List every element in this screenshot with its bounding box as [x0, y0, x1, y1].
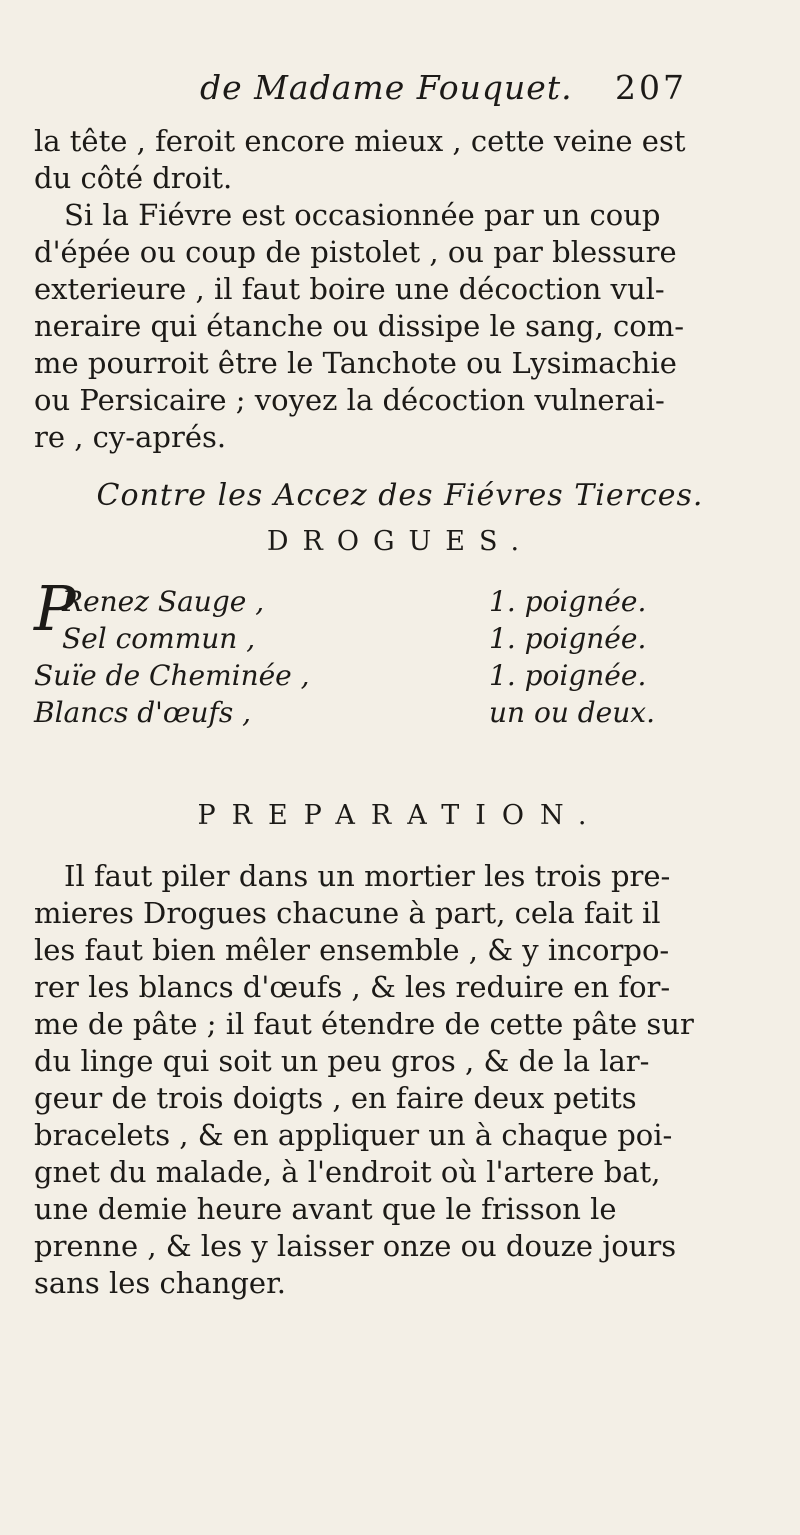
text-line: geur de trois doigts , en faire deux petits — [34, 1081, 637, 1115]
text-line: me de pâte ; il faut étendre de cette pâte sur — [34, 1007, 694, 1041]
text-line: gnet du malade, à l'endroit où l'artere bat, — [34, 1155, 661, 1189]
page-number: 207 — [615, 68, 687, 107]
text-line: re , cy-aprés. — [34, 420, 227, 454]
text-line: ou Persicaire ; voyez la décoction vulnerai- — [34, 383, 665, 417]
ingredient-quantity: un ou deux. — [489, 696, 655, 729]
ingredient-row — [34, 622, 739, 659]
ingredient-list — [34, 585, 739, 733]
text-line: rer les blancs d'œufs , & les reduire en for- — [34, 970, 671, 1004]
text-line: sans les changer. — [34, 1266, 286, 1300]
ingredient-name: Renez Sauge , — [62, 585, 265, 618]
text-line: me pourroit être le Tanchote ou Lysimachie — [34, 346, 677, 380]
text-line: les faut bien mêler ensemble , & y incorpo- — [34, 933, 670, 967]
ingredient-name: Sel commun , — [62, 622, 256, 655]
page-header — [0, 68, 800, 112]
text-line: bracelets , & en appliquer un à chaque poi- — [34, 1118, 673, 1152]
ingredient-row — [34, 585, 739, 622]
text-line: d'épée ou coup de pistolet , ou par blessure — [34, 235, 677, 269]
text-line: exterieure , il faut boire une décoction vul- — [34, 272, 665, 306]
preparation-paragraph — [34, 858, 739, 1302]
text-line: une demie heure avant que le frisson le — [34, 1192, 617, 1226]
ingredient-row — [34, 659, 739, 696]
drogues-heading: DROGUES. — [266, 526, 534, 557]
text-line: la tête , feroit encore mieux , cette veine est — [34, 124, 686, 158]
text-line: du linge qui soit un peu gros , & de la lar- — [34, 1044, 650, 1078]
text-line: du côté droit. — [34, 161, 233, 195]
intro-paragraph — [34, 123, 739, 456]
ingredient-name: Suïe de Cheminée , — [34, 659, 310, 692]
text-line: neraire qui étanche ou dissipe le sang, com- — [34, 309, 685, 343]
ingredient-quantity: 1. poignée. — [489, 585, 647, 618]
drop-cap: P — [34, 572, 76, 645]
ingredient-quantity: 1. poignée. — [489, 659, 647, 692]
text-line: prenne , & les y laisser onze ou douze jours — [34, 1229, 677, 1263]
preparation-heading: PREPARATION. — [197, 800, 603, 831]
text-line: mieres Drogues chacune à part, cela fait il — [34, 896, 661, 930]
text-line: Il faut piler dans un mortier les trois pre- — [64, 859, 671, 893]
ingredient-name: Blancs d'œufs , — [34, 696, 252, 729]
running-title: de Madame Fouquet. — [200, 68, 573, 107]
text-line: Si la Fiévre est occasionnée par un coup — [64, 198, 661, 232]
section-title: Contre les Accez des Fiévres Tierces. — [96, 478, 704, 513]
ingredient-row — [34, 696, 739, 733]
ingredient-quantity: 1. poignée. — [489, 622, 647, 655]
